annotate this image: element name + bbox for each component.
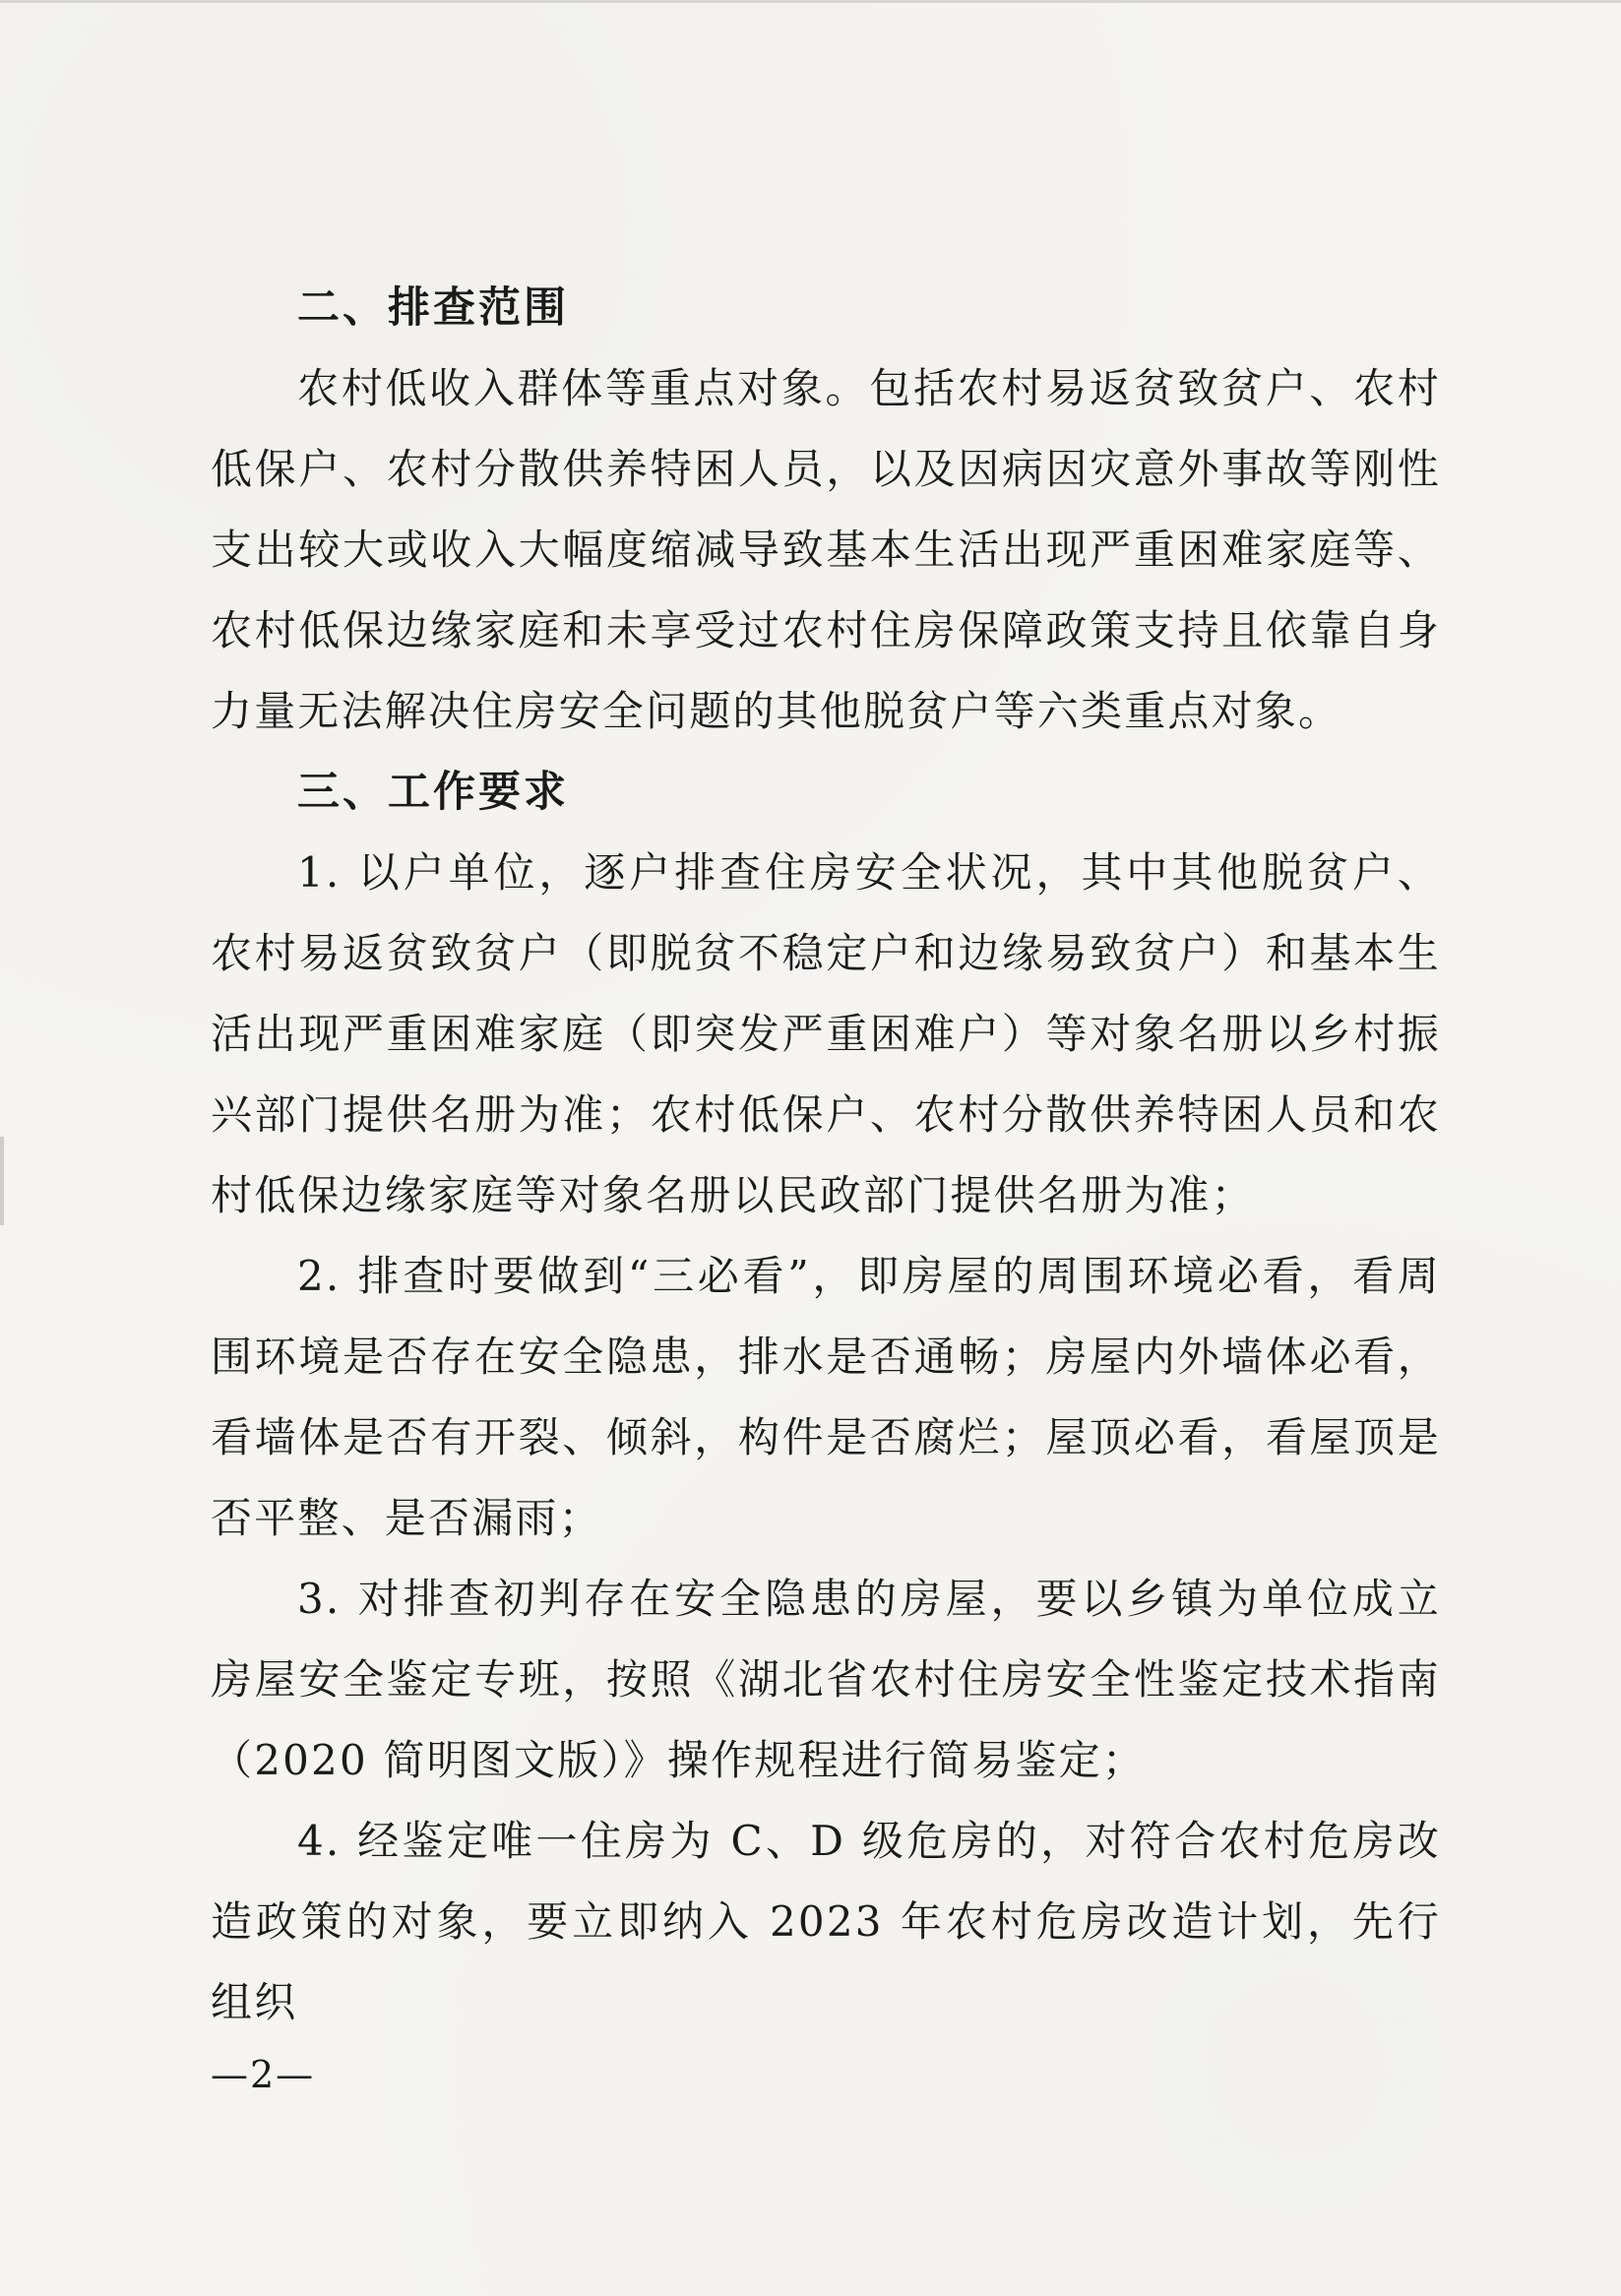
scan-fold-mark (0, 1137, 4, 1225)
page-number: —2— (211, 2053, 316, 2096)
section-heading-scope: 二、排查范围 (297, 283, 569, 333)
scan-edge (0, 0, 1621, 3)
document-body (211, 268, 1441, 2043)
section-heading-requirements: 三、工作要求 (297, 768, 569, 817)
paragraph-requirement-1: 1. 以户单位，逐户排查住房安全状况，其中其他脱贫户、农村易返贫致贫户（即脱贫不稳定户和边缘易致贫户）和基本生活出现严重困难家庭（即突发严重困难户）等对象名册以乡村振兴部门提供名册为准；农村低保户、农村分散供养特困人员和农村低保边缘家庭等对象名册以民政部门提供名册为准； (211, 848, 1441, 1219)
paragraph-requirement-4: 4. 经鉴定唯一住房为 C、D 级危房的，对符合农村危房改造政策的对象，要立即纳入 2023 年农村危房改造计划，先行组织 (211, 1817, 1441, 2026)
paragraph-requirement-3: 3. 对排查初判存在安全隐患的房屋，要以乡镇为单位成立房屋安全鉴定专班，按照《湖北省农村住房安全性鉴定技术指南（2020 简明图文版）》操作规程进行简易鉴定； (211, 1575, 1441, 1784)
paragraph-requirement-2: 2. 排查时要做到“三必看”，即房屋的周围环境必看，看周围环境是否存在安全隐患，排水是否通畅；房屋内外墙体必看，看墙体是否有开裂、倾斜，构件是否腐烂；屋顶必看，看屋顶是否平整、是否漏雨； (211, 1252, 1441, 1542)
paragraph-scope: 农村低收入群体等重点对象。包括农村易返贫致贫户、农村低保户、农村分散供养特困人员，以及因病因灾意外事故等刚性支出较大或收入大幅度缩减导致基本生活出现严重困难家庭等、农村低保边缘家庭和未享受过农村住房保障政策支持且依靠自身力量无法解决住房安全问题的其他脱贫户等六类重点对象。 (211, 364, 1441, 735)
